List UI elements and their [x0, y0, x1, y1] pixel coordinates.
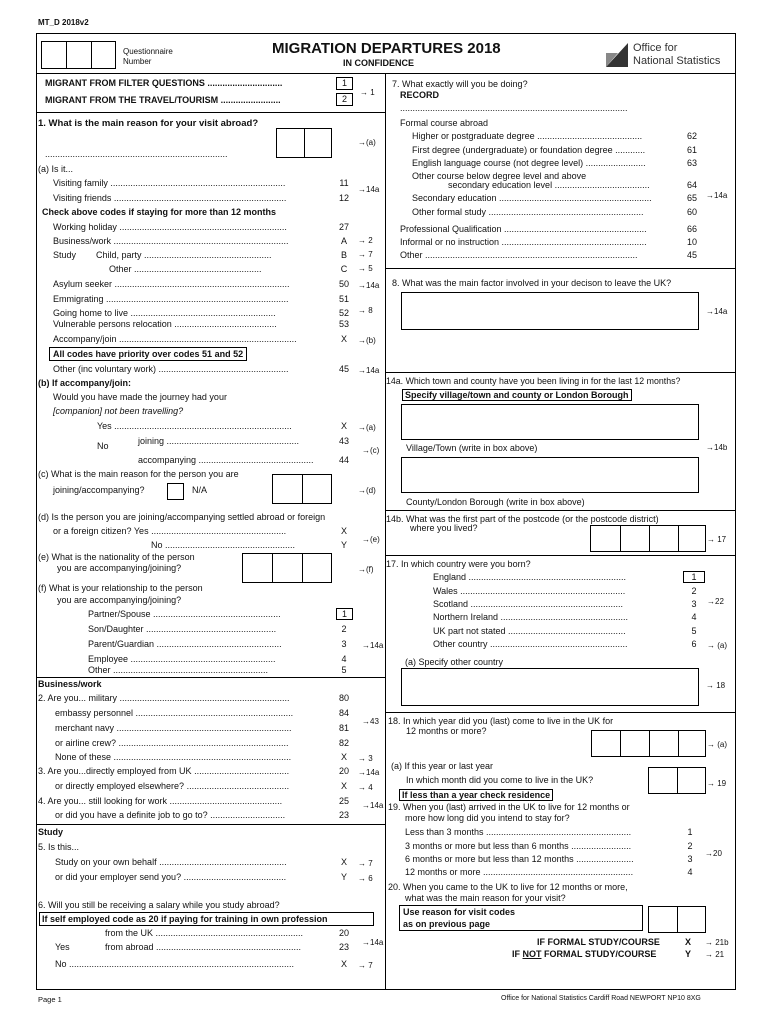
opt: Business/work ...................................................................... [53, 236, 289, 246]
code: 66 [686, 224, 697, 234]
q8-answer-box[interactable] [401, 292, 699, 330]
goto-arrow: →(d) [358, 486, 376, 495]
goto-arrow: →14a [362, 641, 384, 650]
goto-label: 14a [370, 641, 384, 650]
goto-label: 3 [368, 754, 373, 763]
code: 2 [341, 624, 347, 634]
opt: 6 months or more but less than 12 months ....................... [405, 854, 634, 864]
opt: Other ..................................................................................... [400, 250, 638, 260]
divider [36, 112, 385, 113]
check-note: Check above codes if staying for more than 12 months [42, 207, 277, 217]
code: 44 [338, 455, 349, 465]
code: 25 [338, 796, 349, 806]
opt: Yes [55, 942, 70, 952]
other-country-box[interactable] [401, 668, 699, 706]
code: 80 [338, 693, 349, 703]
code: 23 [338, 810, 349, 820]
goto-label: (a) [717, 641, 728, 650]
postcode-boxes[interactable] [590, 525, 706, 552]
opt: Employee .......................................................... [88, 654, 276, 664]
goto-arrow: →14a [358, 366, 380, 375]
goto-label: (a) [717, 740, 728, 749]
opt: English language course (not degree level) ........................ [412, 158, 646, 168]
code: X [340, 752, 347, 762]
opt: Yes ....................................................................... [97, 421, 292, 431]
na-label: N/A [192, 485, 208, 495]
goto-arrow: → 7 [358, 859, 373, 868]
goto-label: (b) [366, 336, 376, 345]
goto-arrow: → 7 [358, 961, 373, 970]
divider [36, 677, 385, 678]
nfs-part: FORMAL STUDY/COURSE [541, 949, 657, 959]
goto-label: 14a [366, 366, 380, 375]
opt: Partner/Spouse ................................................... [88, 609, 281, 619]
goto-arrow: → 5 [358, 264, 373, 273]
opt: Vulnerable persons relocation ......................................... [53, 319, 277, 329]
opt: 3. Are you...directly employed from UK ...................................... [38, 766, 290, 776]
goto-label: 14a [366, 768, 380, 777]
goto-arrow: → 4 [358, 783, 373, 792]
goto-arrow: → 8 [358, 306, 373, 315]
code: 20 [338, 766, 349, 776]
opt: or directly employed elsewhere? ......................................... [55, 781, 290, 791]
code: 4 [687, 867, 693, 877]
opt: Visiting family ...................................................................... [53, 178, 286, 188]
opt: Other (inc voluntary work) .................................................... [53, 364, 289, 374]
header-divider [36, 73, 736, 74]
code: 12 [338, 193, 349, 203]
q18a-text: (a) If this year or last year [391, 761, 494, 771]
opt: Accompany/join ....................................................................... [53, 334, 297, 344]
code: 64 [686, 180, 697, 190]
opt: Secondary education ............................................................. [412, 193, 652, 203]
goto-label: 7 [368, 250, 373, 259]
goto-label: 14a [370, 938, 384, 947]
goto-label: 7 [368, 961, 373, 970]
q20-text: 20. When you came to the UK to live for 12 months or more, [388, 882, 628, 892]
goto-label: 18 [716, 681, 726, 690]
opt: joining ..................................................... [138, 436, 300, 446]
goto-arrow: →14a [362, 801, 384, 810]
opt: Study [53, 250, 77, 260]
goto-arrow: →14a [358, 281, 380, 290]
code: B [340, 250, 347, 260]
qn-label-2: Number [123, 57, 152, 66]
goto-label: 14a [714, 307, 728, 316]
nfs-not: NOT [522, 949, 542, 959]
code: 3 [341, 639, 347, 649]
q8-title: 8. What was the main factor involved in your decison to leave the UK? [392, 278, 672, 288]
opt: Scotland ............................................................. [433, 599, 624, 609]
q18-text: 12 months or more? [406, 726, 487, 736]
q14a-instruction: Specify village/town and county or London Borough [402, 389, 632, 401]
opt: No .................................................... [151, 540, 296, 550]
goto-arrow: →14b [706, 443, 728, 452]
divider [385, 555, 736, 556]
code-box[interactable]: 1 [336, 608, 353, 620]
q7-title: 7. What exactly will you be doing? [392, 79, 528, 89]
q19-text: more how long did you intend to stay for? [405, 813, 570, 823]
goto-arrow: → 2 [358, 236, 373, 245]
goto-arrow: → (a) [707, 740, 728, 749]
opt: 5. Is this... [38, 842, 80, 852]
code: 51 [338, 294, 349, 304]
opt: Northern Ireland ................................................... [433, 612, 629, 622]
qb-text: [companion] not been travelling? [53, 406, 184, 416]
opt: UK part not stated ............................................... [433, 626, 626, 636]
code-box[interactable]: 1 [683, 571, 705, 583]
goto-label: (a) [366, 138, 376, 147]
opt: Other formal study .............................................................. [412, 207, 644, 217]
goto-label: (a) [366, 423, 376, 432]
village-town-box[interactable] [401, 404, 699, 440]
opt: Study on your own behalf ................................................... [55, 857, 287, 867]
code: Y [684, 949, 691, 959]
code: 5 [341, 665, 347, 675]
goto-label: 14a [370, 801, 384, 810]
code: 63 [686, 158, 697, 168]
goto-arrow: → 18 [706, 681, 726, 690]
opt: 4. Are you... still looking for work ............................................. [38, 796, 283, 806]
code: X [340, 857, 347, 867]
nfs-part: IF [512, 949, 523, 959]
goto-arrow: → 1 [360, 88, 375, 97]
goto-arrow: →14a [358, 768, 380, 777]
goto-arrow: →14a [706, 307, 728, 316]
code: A [340, 236, 347, 246]
goto-arrow: →(c) [362, 446, 380, 455]
goto-arrow: → 3 [358, 754, 373, 763]
qb-title: (b) If accompany/join: [38, 378, 132, 388]
code: X [340, 959, 347, 969]
goto-arrow: →14a [362, 938, 384, 947]
goto-label: 8 [368, 306, 373, 315]
qd-text: (d) Is the person you are joining/accompanying settled abroad or foreign [38, 512, 326, 522]
opt: or did your employer send you? ......................................... [55, 872, 287, 882]
qf-text: (f) What is your relationship to the person [38, 583, 203, 593]
divider [385, 510, 736, 511]
opt: 2. Are you... military .................................................................... [38, 693, 290, 703]
q18-text: 18. In which year did you (last) come to live in the UK for [388, 716, 614, 726]
form-id: MT_D 2018v2 [38, 18, 89, 27]
goto-label: 14a [366, 185, 380, 194]
opt: Higher or postgraduate degree .......................................... [412, 131, 643, 141]
opt: embassy personnel ............................................................... [55, 708, 294, 718]
code: 62 [686, 131, 697, 141]
qf-text: you are accompanying/joining? [57, 595, 182, 605]
code: 2 [687, 841, 693, 851]
qb-text: Would you have made the journey had your [53, 392, 227, 402]
goto-arrow: →14a [358, 185, 380, 194]
opt: Professional Qualification ......................................................... [400, 224, 647, 234]
opt: 6. Will you still be receiving a salary while you study abroad? [38, 900, 280, 910]
goto-arrow: →20 [705, 849, 722, 858]
goto-label: 17 [717, 535, 727, 544]
not-formal-study-label [512, 949, 656, 959]
code: 45 [686, 250, 697, 260]
qc-code-box[interactable] [272, 474, 332, 504]
code: X [684, 937, 691, 947]
opt: Informal or no instruction .......................................................... [400, 237, 647, 247]
q14a-label: County/London Borough (write in box above) [406, 497, 585, 507]
opt: Child, party ................................................... [96, 250, 272, 260]
ons-logo-icon [606, 43, 628, 67]
opt: secondary education level ...................................... [448, 180, 650, 190]
page-number: Page 1 [38, 995, 62, 1004]
opt: 3 months or more but less than 6 months ........................ [405, 841, 632, 851]
qn-label: Questionnaire [123, 47, 173, 56]
code: X [340, 421, 347, 431]
q20-code-boxes[interactable] [648, 906, 706, 933]
opt: from abroad .......................................................... [105, 942, 302, 952]
code: 3 [691, 599, 697, 609]
write-line: ......................................................................... [45, 149, 228, 159]
code: 45 [338, 364, 349, 374]
month-boxes[interactable] [648, 767, 706, 794]
confidence-label: IN CONFIDENCE [343, 58, 415, 68]
code: X [340, 334, 347, 344]
check-residence-note: If less than a year check residence [399, 789, 553, 801]
code: 6 [691, 639, 697, 649]
code: 4 [691, 612, 697, 622]
goto-arrow: →14a [706, 191, 728, 200]
divider [36, 824, 385, 825]
opt: Other .............................................................. [88, 665, 269, 675]
code: 2 [691, 586, 697, 596]
q20-text: what was the main reason for your visit? [405, 893, 566, 903]
ons-logo-text-2: National Statistics [633, 55, 721, 67]
q18a-text: In which month did you come to live in the UK? [406, 775, 594, 785]
goto-label: 7 [368, 859, 373, 868]
code: Y [340, 540, 347, 550]
goto-label: 21 [715, 950, 725, 959]
goto-arrow: →43 [362, 717, 379, 726]
code: 43 [338, 436, 349, 446]
q17-title: 17. In which country were you born? [386, 559, 531, 569]
code: 53 [338, 319, 349, 329]
code: 23 [338, 942, 349, 952]
code: 5 [691, 626, 697, 636]
goto-arrow: → 17 [707, 535, 727, 544]
na-checkbox[interactable] [167, 483, 184, 500]
code: 11 [339, 178, 349, 188]
opt: Other country ....................................................... [433, 639, 628, 649]
goto-label: 1 [370, 88, 375, 97]
q1-code-box[interactable] [276, 128, 332, 158]
ons-logo-text: Office for [633, 42, 678, 54]
section-business: Business/work [38, 679, 102, 689]
goto-label: 21b [715, 938, 729, 947]
opt: Other ................................................... [109, 264, 262, 274]
code: 50 [338, 279, 349, 289]
q7-record: RECORD [400, 90, 440, 100]
opt: merchant navy ...................................................................... [55, 723, 292, 733]
opt: Son/Daughter .................................................... [88, 624, 277, 634]
q14a-label: Village/Town (write in box above) [406, 443, 538, 453]
goto-arrow: → 7 [358, 250, 373, 259]
q1a-label: (a) Is it... [38, 164, 74, 174]
goto-label: (e) [370, 535, 380, 544]
opt: First degree (undergraduate) or foundation degree ............ [412, 145, 646, 155]
questionnaire-number-boxes[interactable] [41, 41, 116, 69]
goto-arrow: → 21 [705, 950, 725, 959]
goto-label: (c) [370, 446, 380, 455]
qc-text: joining/accompanying? [53, 485, 145, 495]
code: 10 [686, 237, 697, 247]
goto-arrow: →(f) [358, 565, 374, 574]
goto-arrow: → (a) [707, 641, 728, 650]
goto-label: 43 [370, 717, 379, 726]
column-divider [385, 73, 386, 990]
goto-arrow: →(a) [358, 138, 376, 147]
goto-label: 20 [713, 849, 722, 858]
code: 84 [338, 708, 349, 718]
goto-label: 2 [368, 236, 373, 245]
priority-note: All codes have priority over codes 51 and 52 [49, 347, 247, 361]
goto-label: 5 [368, 264, 373, 273]
goto-arrow: → 21b [705, 938, 729, 947]
code: C [340, 264, 348, 274]
code: 20 [338, 928, 349, 938]
qc-text: (c) What is the main reason for the person you are [38, 469, 239, 479]
opt: 12 months or more ............................................................ [405, 867, 634, 877]
opt: Going home to live .......................................................... [53, 308, 276, 318]
opt: Working holiday ................................................................... [53, 222, 287, 232]
opt: None of these ....................................................................... [55, 752, 292, 762]
page-title: MIGRATION DEPARTURES 2018 [272, 40, 501, 57]
divider [385, 712, 736, 713]
code-box[interactable]: 2 [336, 93, 353, 106]
code-box[interactable]: 1 [336, 77, 353, 90]
code: 1 [687, 827, 693, 837]
goto-label: 19 [717, 779, 727, 788]
code: Y [340, 872, 347, 882]
opt: accompanying .............................................. [138, 455, 314, 465]
goto-arrow: →22 [707, 597, 724, 606]
opt: Parent/Guardian .................................................. [88, 639, 282, 649]
opt: from the UK ........................................................... [105, 928, 304, 938]
q20-note: as on previous page [403, 919, 491, 929]
goto-label: 14b [714, 443, 728, 452]
qe-text: (e) What is the nationality of the person [38, 552, 195, 562]
opt: or did you have a definite job to go to? .............................. [55, 810, 286, 820]
opt: No [97, 441, 109, 451]
opt: Asylum seeker ...................................................................... [53, 279, 290, 289]
code: 27 [338, 222, 349, 232]
qe-text: you are accompanying/joining? [57, 563, 182, 573]
q14b-text: 14b. What was the first part of the postcode (or the postcode district) [386, 514, 659, 524]
goto-label: 14a [366, 281, 380, 290]
code: 65 [686, 193, 697, 203]
qd-text: or a foreign citizen? Yes ...................................................... [53, 526, 287, 536]
goto-label: 14a [714, 191, 728, 200]
code: 61 [686, 145, 697, 155]
year-boxes[interactable] [591, 730, 706, 757]
divider [385, 268, 736, 269]
code: 3 [687, 854, 693, 864]
opt: Formal course abroad [400, 118, 489, 128]
q17a-label: (a) Specify other country [405, 657, 504, 667]
opt: Other course below degree level and above [412, 171, 587, 181]
goto-arrow: →(b) [358, 336, 376, 345]
formal-study-label: IF FORMAL STUDY/COURSE [537, 937, 660, 947]
q14a-title: 14a. Which town and county have you been living in for the last 12 months? [386, 376, 681, 386]
opt: Less than 3 months .......................................................... [405, 827, 632, 837]
filter-q2: MIGRANT FROM THE TRAVEL/TOURISM ........................ [45, 95, 281, 105]
goto-arrow: → 6 [358, 874, 373, 883]
opt: Emmigrating ......................................................................... [53, 294, 289, 304]
q19-text: 19. When you (last) arrived in the UK to live for 12 months or [388, 802, 630, 812]
opt: Visiting friends ..................................................................... [53, 193, 287, 203]
goto-label: 6 [368, 874, 373, 883]
goto-arrow: → 19 [707, 779, 727, 788]
goto-label: 22 [715, 597, 724, 606]
goto-arrow: →(a) [358, 423, 376, 432]
goto-arrow: →(e) [362, 535, 380, 544]
self-employed-note: If self employed code as 20 if paying for training in own profession [39, 912, 374, 926]
section-study: Study [38, 827, 64, 837]
code: 81 [338, 723, 349, 733]
q20-note: Use reason for visit codes [403, 907, 516, 917]
goto-label: (d) [366, 486, 376, 495]
opt: Wales .................................................................. [433, 586, 626, 596]
code: 4 [341, 654, 347, 664]
code: 60 [686, 207, 697, 217]
code: 52 [338, 308, 349, 318]
goto-label: 4 [368, 783, 373, 792]
divider [385, 372, 736, 373]
filter-q1: MIGRANT FROM FILTER QUESTIONS .............................. [45, 78, 283, 88]
qe-code-box[interactable] [242, 553, 332, 583]
opt: England ............................................................... [433, 572, 627, 582]
footer-address: Office for National Statistics Cardiff Road NEWPORT NP10 8XG [501, 995, 701, 1002]
code: 82 [338, 738, 349, 748]
opt: No .......................................................................................... [55, 959, 295, 969]
goto-label: (f) [366, 565, 374, 574]
write-line: ........................................................................................... [400, 103, 628, 113]
opt: or airline crew? .................................................................... [55, 738, 289, 748]
q1-title: 1. What is the main reason for your visit abroad? [38, 118, 259, 129]
code: X [340, 781, 347, 791]
county-box[interactable] [401, 457, 699, 493]
q14b-text: where you lived? [410, 523, 478, 533]
code: X [340, 526, 347, 536]
